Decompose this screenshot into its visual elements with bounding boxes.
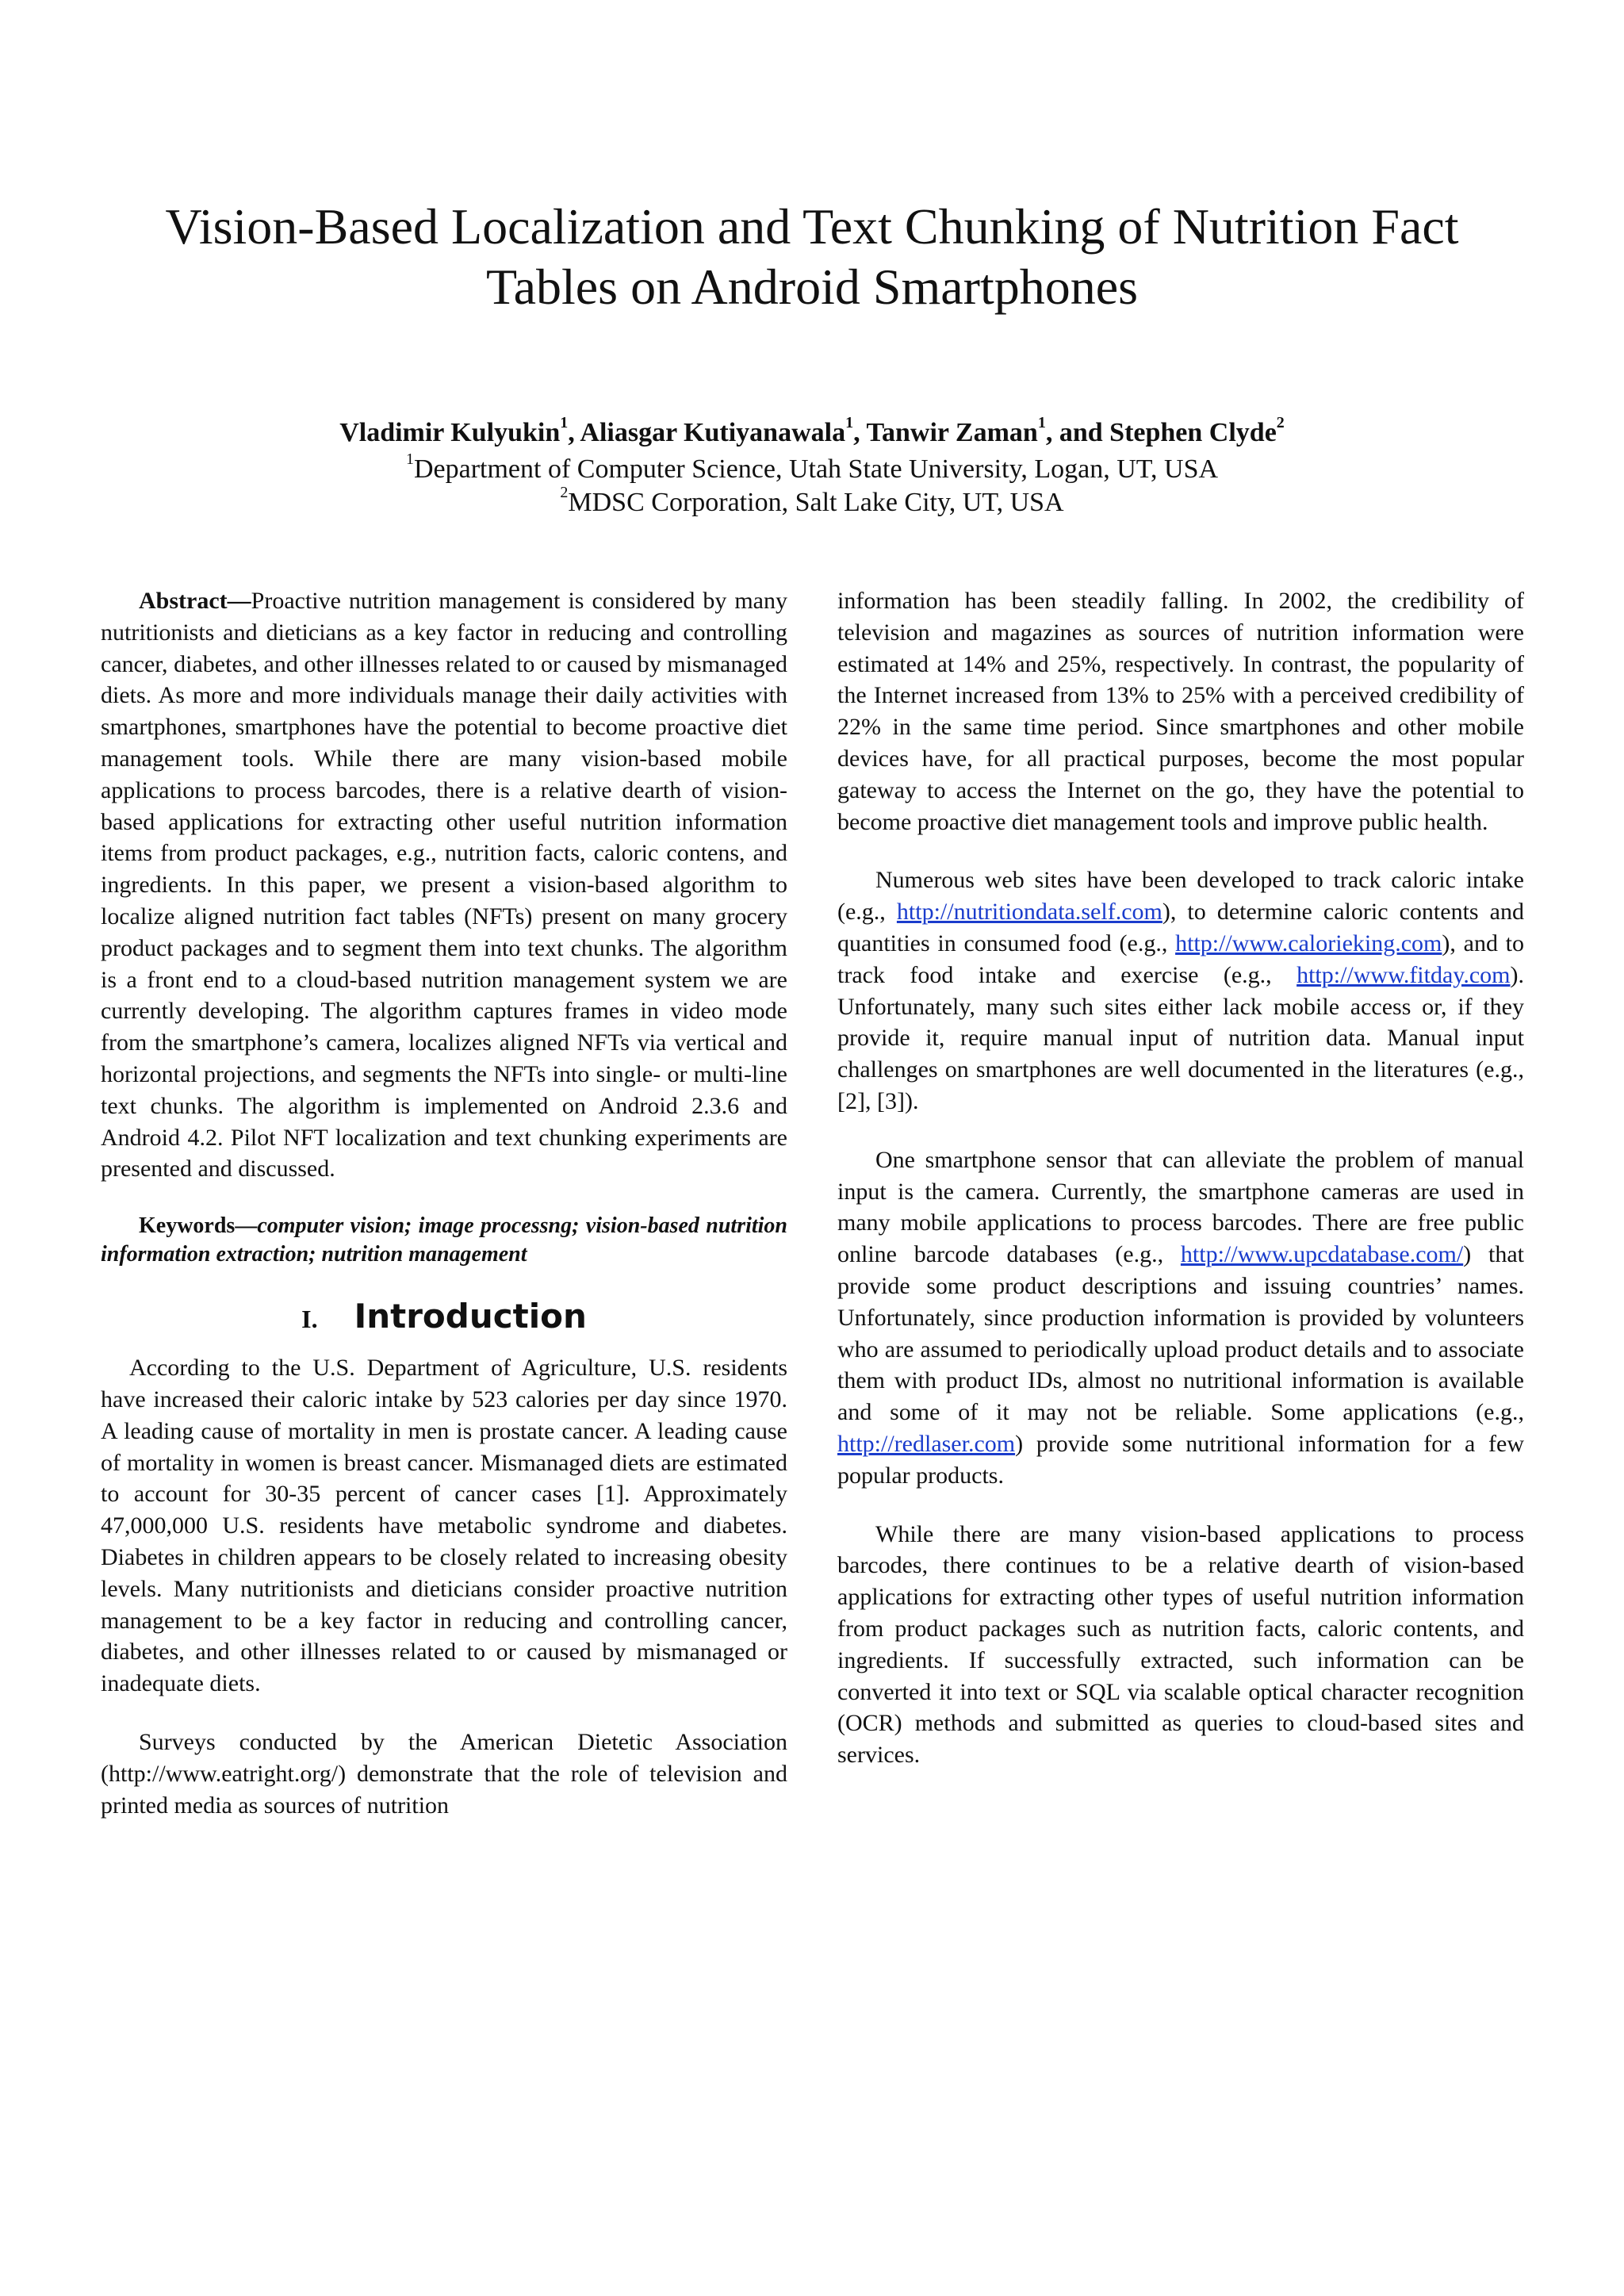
author-affil-mark: 1	[845, 414, 854, 431]
text-run: ) that provide some product descriptions and issuing countries’ names. Unfortunately, since production information is provided by volunteers who are assumed to periodically upload product details and to associate them with product IDs, almost no nutritional information is available and some of it may not be reliable. Some applications (e.g.,	[837, 1241, 1524, 1426]
abstract	[101, 585, 787, 1185]
section-heading-introduction	[101, 1293, 787, 1343]
paragraph	[837, 864, 1524, 1117]
abstract-text: Proactive nutrition management is considered by many nutritionists and dieticians as a key factor in reducing and controlling cancer, diabetes, and other illnesses related to or caused by mismanaged diets. As more and more individuals manage their daily activities with smartphones, smartphones have the potential to become proactive diet management tools. While there are many vision-based mobile applications to process barcodes, there is a relative dearth of vision-based applications for extracting other useful nutrition information items from product packages, e.g., nutrition facts, caloric contens, and ingredients. In this paper, we present a vision-based algorithm to localize aligned nutrition fact tables (NFTs) present on many grocery product packages and to segment them into text chunks. The algorithm is a front end to a cloud-based nutrition management system we are currently developing. The algorithm captures frames in video mode from the smartphone’s camera, localizes aligned NFTs via vertical and horizontal projections, and segments the NFTs into single- or multi-line text chunks. The algorithm is implemented on Android 2.3.6 and Android 4.2. Pilot NFT localization and text chunking experiments are presented and discussed.	[101, 588, 787, 1182]
link-upcdatabase[interactable]: http://www.upcdatabase.com/	[1180, 1241, 1464, 1268]
text-run: ). Unfortunately, many such sites either lack mobile access or, if they provide it, require manual input of nutrition data. Manual input challenges on smartphones are well documented in the literatures (e.g., [2], [3]).	[837, 961, 1524, 1114]
section-title: Introduction	[354, 1297, 587, 1336]
paragraph: While there are many vision-based applications to process barcodes, there continues to be a relative dearth of vision-based applications for extracting other types of useful nutrition information from product packages such as nutrition facts, caloric contents, and ingredients. If successfully extracted, such information can be converted it into text or SQL via scalable optical character recognition (OCR) methods and submitted as queries to cloud-based sites and services.	[837, 1520, 1524, 1769]
paragraph: Surveys conducted by the American Dietetic Association (http://www.eatright.org/) demonstrate that the role of television and printed media as sources of nutrition	[101, 1728, 787, 1819]
text-run: One smartphone sensor that can alleviate the problem of manual input is the camera. Currently, the smartphone cameras are used in many mobile applications to process barcodes. There are free public online barcode databases (e.g.,	[837, 1146, 1524, 1268]
link-fitday[interactable]: http://www.fitday.com	[1297, 961, 1511, 988]
author-list	[79, 416, 1545, 450]
link-calorieking[interactable]: http://www.calorieking.com	[1175, 930, 1442, 956]
author-name: Stephen Clyde	[1109, 418, 1277, 447]
keywords-label: Keywords—	[139, 1213, 258, 1239]
author-name: Aliasgar Kutiyanawala	[580, 418, 846, 447]
right-column	[837, 585, 1524, 1771]
affiliation-text: MDSC Corporation, Salt Lake City, UT, USA	[568, 488, 1064, 517]
paragraph	[837, 1144, 1524, 1492]
affiliation-1	[79, 450, 1545, 486]
keywords-text: computer vision; image processng; vision-based nutrition information extraction; nutrition management	[101, 1213, 787, 1267]
author-separator: , and	[1045, 418, 1110, 447]
keywords	[101, 1212, 787, 1269]
author-affil-mark: 2	[1276, 414, 1285, 431]
author-name: Vladimir Kulyukin	[339, 418, 561, 447]
paragraph: According to the U.S. Department of Agriculture, U.S. residents have increased their caloric intake by 523 calories per day since 1970. A leading cause of mortality in men is prostate cancer. A leading cause of mortality in women is breast cancer. Mismanaged diets are estimated to account for 30-35 percent of cancer cases [1]. Approximately 47,000,000 U.S. residents have metabolic syndrome and diabetes. Diabetes in children appears to be closely related to increasing obesity levels. Many nutritionists and dieticians consider proactive nutrition management to be a key factor in reducing and controlling cancer, diabetes, and other illnesses related to or caused by mismanaged or inadequate diets.	[101, 1355, 787, 1697]
text-run: ), to determine caloric contents and quantities in consumed food (e.g.,	[837, 899, 1524, 956]
affiliation-2	[79, 486, 1545, 519]
author-affil-mark: 1	[1037, 414, 1046, 431]
left-column	[101, 585, 787, 1821]
text-run: ), and to track food intake and exercise (e.g.,	[837, 930, 1525, 988]
text-run: Numerous web sites have been developed to track caloric intake (e.g.,	[837, 867, 1524, 926]
author-separator: ,	[853, 418, 867, 447]
affiliation-mark: 1	[405, 450, 414, 468]
abstract-label: Abstract—	[139, 588, 251, 614]
section-number: I.	[301, 1305, 318, 1334]
link-redlaser[interactable]: http://redlaser.com	[837, 1430, 1016, 1457]
paper-title	[79, 197, 1545, 317]
author-name: Tanwir Zaman	[866, 418, 1038, 447]
affiliation-text: Department of Computer Science, Utah State University, Logan, UT, USA	[413, 454, 1219, 484]
author-separator: ,	[568, 418, 580, 447]
paragraph: information has been steadily falling. In 2002, the credibility of television and magazines as sources of nutrition information were estimated at 14% and 25%, respectively. In contrast, the popularity of the Internet increased from 13% to 25% with a perceived credibility of 22% in the same time period. Since smartphones and other mobile devices have, for all practical purposes, become the most popular gateway to access the Internet on the go, they have the potential to become proactive diet management tools and improve public health.	[837, 588, 1524, 835]
author-affil-mark: 1	[560, 414, 569, 431]
text-run: ) provide some nutritional information for a few popular products.	[837, 1430, 1524, 1489]
affiliation-mark: 2	[560, 484, 569, 501]
link-nutritiondata[interactable]: http://nutritiondata.self.com	[896, 899, 1162, 926]
title-line-1: Vision-Based Localization and Text Chunking of Nutrition Fact	[165, 198, 1459, 255]
title-line-2: Tables on Android Smartphones	[485, 259, 1139, 315]
